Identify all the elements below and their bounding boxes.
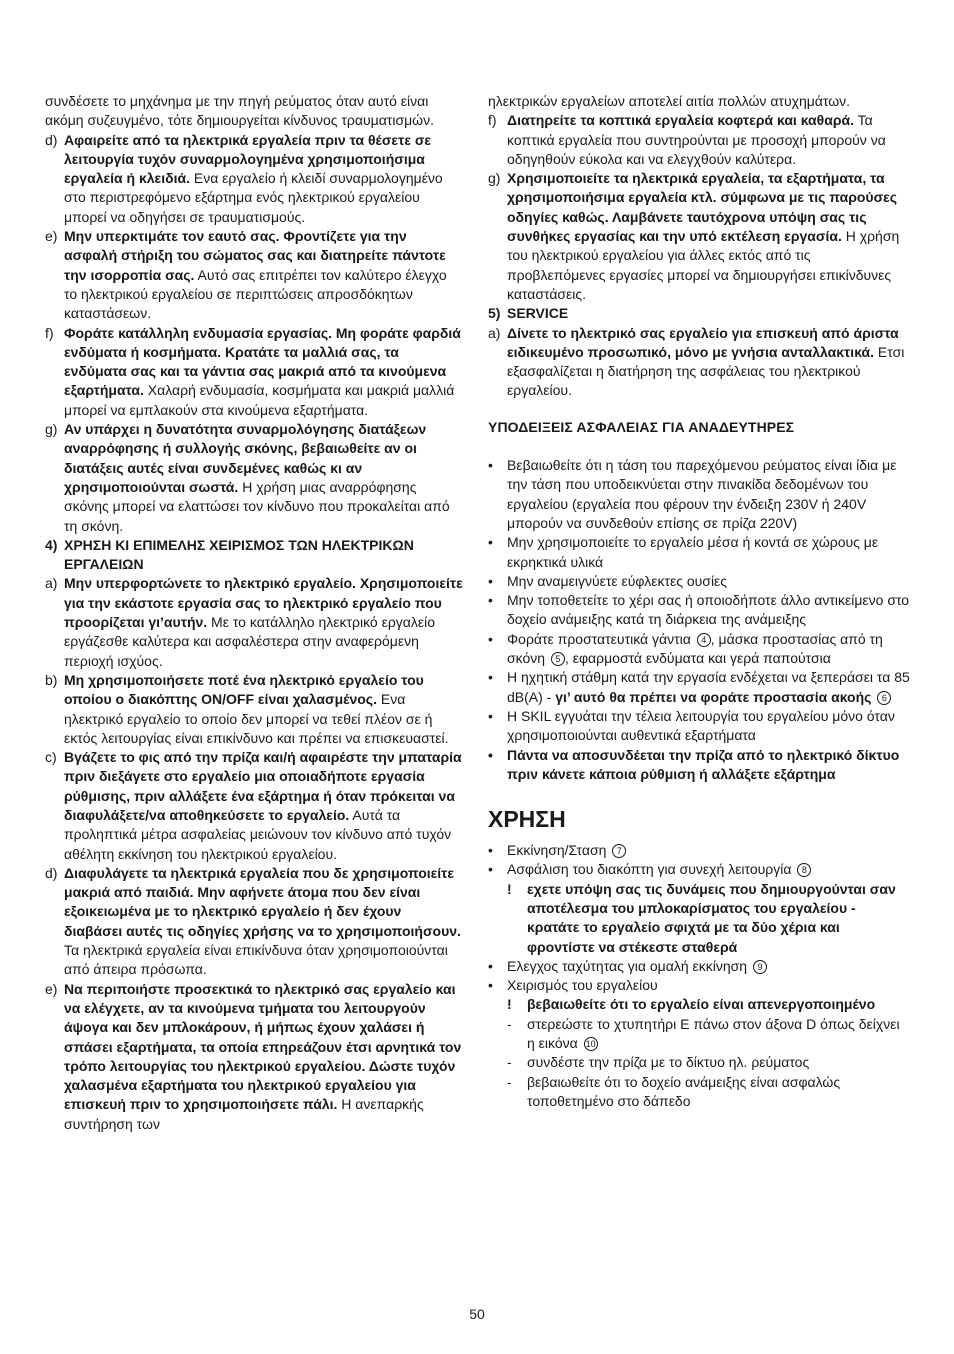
list-text [64,864,463,980]
list-text [64,748,463,864]
text-segment: Αν υπάρχει η δυνατότητα συναρμολόγησης διατάξεων αναρρόφησης ή συλλογής σκόνης, βεβαιωθείτε αν οι διατάξεις αυτές είναι συνδεμένες καθώς κι αν χρησιμοποιούνται σωστά. [64,421,427,495]
text-segment: Βγάζετε το φις από την πρίζα και/ή αφαιρέστε την μπαταρία πριν διεξάγετε στο εργαλείο μια οποιαδήποτε εργασία ρύθμισης, πριν αλλάξετε ένα εξάρτημα ή όταν πρόκειται να διαφυλάξετε/να αποθηκεύσετε το εργαλείο. [64,749,462,823]
text-segment: Μη χρησιμοποιήσετε ποτέ ένα ηλεκτρικό εργαλείο του οποίου ο διακόπτης ON/OFF είναι χαλασμένος. [64,671,424,708]
callout-number-4: 4 [697,633,711,647]
text-segment: συνδέσετε το μηχάνημα με την πηγή ρεύματος όταν αυτό είναι ακόμη συζευγμένο, τότε δημιουργείται κίνδυνος τραυματισμών. [45,93,434,129]
list-item [488,111,910,169]
left-column [45,92,463,1134]
list-marker: c) [45,749,57,766]
list-marker: b) [45,671,58,688]
list-marker: • [488,534,493,551]
list-item [488,668,910,707]
list-marker: • [488,977,493,994]
list-item [488,630,910,669]
list-text [507,957,910,976]
text-segment: Η ηχητική στάθμη κατά την εργασία ενδέχεται να ξεπεράσει τα 85 dB(A) - [507,669,910,705]
list-text [507,533,910,572]
list-marker: g) [488,170,501,187]
section-header-item [488,304,910,323]
list-item [488,860,910,879]
list-item [488,976,910,995]
list-item [488,746,910,785]
list-item [45,131,463,227]
list-marker: 4) [45,536,58,553]
text-segment: ΧΡΗΣΗ [488,806,566,833]
sub-list-item [488,880,910,957]
text-segment: ΥΠΟΔΕΙΞΕΙΣ ΑΣΦΑΛΕΙΑΣ ΓΙΑ ΑΝΑΔΕΥΤΗΡΕΣ [488,418,795,435]
list-marker: g) [45,421,58,438]
list-text [64,980,463,1134]
list-text [507,841,910,860]
callout-number-7: 7 [612,844,626,858]
sub-list-item [488,995,910,1014]
list-text [507,630,910,669]
text-segment: Η ανεπαρκής συντήρηση των [64,1096,424,1132]
list-marker: ! [507,996,512,1013]
text-segment: Με το κατάλληλο ηλεκτρικό εργαλείο εργάζεσθε καλύτερα και ασφαλέστερα στην αναφερόμενη περιοχή ισχύος. [64,614,436,669]
text-segment: Εκκίνηση/Σταση [507,842,611,859]
list-item [45,864,463,980]
list-text [507,304,910,323]
list-marker: a) [45,575,58,592]
text-segment: Τα κοπτικά εργαλεία που συντηρούνται με προσοχή μπορούν να οδηγηθούν εύκολα και να ελεγχθούν καλύτερα. [507,112,886,167]
text-segment: Ετσι εξασφαλίζεται η διατήρηση της ασφάλειας του ηλεκτρικού εργαλείου. [507,343,905,399]
list-item [45,980,463,1134]
list-item [488,572,910,591]
list-text [64,671,463,748]
list-item [45,227,463,323]
text-segment: Αφαιρείτε από τα ηλεκτρικά εργαλεία πριν τα θέσετε σε λειτουργία τυχόν συναρμολογημένα χρησιμοποιήσιμα εργαλεία ή κλειδιά. [64,131,432,187]
list-text [507,668,910,707]
text-segment: Ενα εργαλείο ή κλειδί συναρμολογημένο στο περιστρεφόμενο εξάρτημα ενός ηλεκτρικού εργαλείου μπορεί να οδηγήσει σε τραυματισμούς. [64,170,443,225]
sub-list-item [488,1015,910,1054]
section-heading [488,805,910,833]
list-item [488,169,910,304]
list-marker: f) [45,324,54,341]
text-segment: Αυτό σας επιτρέπει τον καλύτερο έλεγχο το ηλεκτρικού εργαλείου σε περιπτώσεις απροσδόκητων καταστάσεων. [64,266,447,322]
text-segment: Χαλαρή ενδυμασία, κοσμήματα και μακριά μαλλιά μπορεί να εμπλακούν στα κινούμενα εξαρτήματα. [64,382,455,418]
sub-list-item [488,1073,910,1112]
paragraph [45,92,463,131]
list-item [488,591,910,630]
list-text [507,746,910,785]
list-marker: 5) [488,305,501,322]
text-segment: Τα ηλεκτρικά εργαλεία είναι επικίνδυνα όταν χρησιμοποιούνται από άπειρα πρόσωπα. [64,942,448,978]
text-segment: Μην χρησιμοποιείτε το εργαλείο μέσα ή κοντά σε χώρους με εκρηκτικά υλικά [507,534,879,570]
list-marker: • [488,592,493,609]
text-segment: , εφαρμοστά ενδύματα και γερά παπούτσια [564,650,831,667]
text-segment: Η χρήση του ηλεκτρικού εργαλείου για άλλες εκτός από τις προβλεπόμενες εργασίες μπορεί να δημιουργήσει επικίνδυνες καταστάσεις. [507,228,900,302]
list-item [45,671,463,748]
text-segment: Αυτά τα προληπτικά μέτρα ασφαλείας μειώνουν τον κίνδυνο από τυχόν αθέλητη εκκίνηση του ηλεκτρικού εργαλείου. [64,806,452,862]
list-item [488,707,910,746]
page-number: 50 [469,1306,485,1322]
text-segment: συνδέστε την πρίζα με το δίκτυο ηλ. ρεύματος [527,1054,810,1071]
list-marker: • [488,669,493,686]
text-segment: Η χρήση μιας αναρρόφησης σκόνης μπορεί να ελαττώσει τον κίνδυνο που προκαλείται από τη σκόνη. [64,478,450,534]
list-text [527,1073,910,1112]
list-item [45,324,463,420]
list-marker: ! [507,880,512,897]
list-marker: - [507,1073,512,1090]
list-marker: a) [488,324,501,341]
list-text [527,995,910,1014]
list-text [507,456,910,533]
text-segment: Διαφυλάγετε τα ηλεκτρικά εργαλεία που δε χρησιμοποιείτε μακριά από παιδιά. Μην αφήνετε άτομα που δεν είναι εξοικειωμένα με το ηλεκτρικό εργαλείο ή δεν έχουν διαβάσει αυτές τις οδηγίες χρήσης να το χρησιμοποιήσουν. [64,864,461,939]
list-marker: - [507,1054,512,1071]
list-text [64,574,463,670]
list-marker: e) [45,980,58,997]
right-column [488,92,910,1111]
list-item [45,748,463,864]
text-segment [871,689,875,705]
list-marker: • [488,842,493,859]
text-segment: Φοράτε κατάλληλη ενδυμασία εργασίας. Μη φοράτε φαρδιά ενδύματα ή κοσμήματα. Κρατάτε τα μαλλιά σας, τα ενδύματα σας και τα γάντια σας μακριά από τα κινούμενα εξαρτήματα. [64,324,461,399]
list-marker: d) [45,131,58,148]
text-segment: Φοράτε προστατευτικά γάντια [507,630,695,647]
text-segment: βεβαιωθείτε ότι το εργαλείο είναι απενεργοποιημένο [527,996,876,1013]
list-marker: e) [45,228,58,245]
text-segment: Διατηρείτε τα κοπτικά εργαλεία κοφτερά και καθαρά. [507,112,854,129]
list-marker: • [488,861,493,878]
text-segment: ηλεκτρικών εργαλείων αποτελεί αιτία πολλών ατυχημάτων. [488,93,851,109]
list-item [488,841,910,860]
callout-number-5: 5 [551,652,565,666]
list-marker: • [488,630,493,647]
callout-number-9: 9 [753,960,767,974]
list-text [507,324,910,401]
text-segment: Η SKIL εγγυάται την τέλεια λειτουργία του εργαλείου μόνο όταν χρησιμοποιούνται αυθεντικά εξαρτήματα [507,707,895,744]
sub-list-item [488,1053,910,1072]
text-segment: Μην τοποθετείτε το χέρι σας ή οποιοδήποτε άλλο αντικείμενο στο δοχείο ανάμειξης κατά τη διάρκεια της ανάμειξης [507,592,910,628]
list-text [64,227,463,323]
list-text [507,111,910,169]
text-segment: Μην υπερκτιμάτε τον εαυτό σας. Φροντίζετε για την ασφαλή στήριξη του σώματος σας και διατηρείτε πάντοτε την ισορροπία σας. [64,228,446,283]
subsection-heading [488,418,910,437]
text-segment: Μην αναμειγνύετε εύφλεκτες ουσίες [507,572,728,589]
section-header-item [45,536,463,575]
text-segment: , μάσκα προστασίας από τη σκόνη [507,630,883,667]
list-item [488,957,910,976]
text-segment: ΧΡΗΣΗ ΚΙ ΕΠΙΜΕΛΗΣ ΧΕΙΡΙΣΜΟΣ ΤΩΝ ΗΛΕΚΤΡΙΚΩΝ ΕΡΓΑΛΕΙΩΝ [64,536,414,573]
text-segment: Πάντα να αποσυνδέεται την πρίζα από το ηλεκτρικό δίκτυο πριν κάνετε κάποια ρύθμιση ή αλλάξετε εξάρτημα [507,746,900,782]
list-marker: - [507,1015,512,1032]
text-segment: Να περιποιήστε προσεκτικά το ηλεκτρικό σας εργαλείο και να ελέγχετε, αν τα κινούμενα τμήματα του λειτουργούν άψογα και δεν μπλοκάρουν, ή μήπως έχουν χαλάσει ή σπάσει εξαρτήματα, τα οποία επηρεάζουν έτσι αρνητικά τον τρόπο λειτουργίας του ηλεκτρικού εργαλείου. Δώστε τυχόν χαλασμένα εξαρτήματα του ηλεκτρικού εργαλείου για επισκευή πριν το χρησιμοποιήσετε πάλι. [64,980,462,1113]
list-item [488,324,910,401]
callout-number-6: 6 [877,691,891,705]
list-text [527,880,910,957]
list-text [507,976,910,995]
text-segment: Χειρισμός του εργαλείου [507,977,658,994]
text-segment: γι’ αυτό θα πρέπει να φοράτε προστασία ακοής [555,688,872,705]
list-marker: • [488,457,493,474]
list-text [527,1053,910,1072]
list-text [64,131,463,227]
list-marker: • [488,746,493,763]
list-item [488,456,910,533]
text-segment: στερεώστε το χτυπητήρι E πάνω στον άξονα D όπως δείχνει η εικόνα [527,1015,900,1052]
list-text [507,572,910,591]
list-item [488,533,910,572]
list-item [45,420,463,536]
text-segment: εχετε υπόψη σας τις δυνάμεις που δημιουργούνται σαν αποτέλεσμα του μπλοκαρίσματος του εργαλείου - κρατάτε το εργαλείο σφιχτά με τα δύο χέρια και φροντίστε να στέκεστε σταθερά [527,880,896,955]
list-marker: • [488,707,493,724]
list-marker: • [488,572,493,589]
text-segment: Ελεγχος ταχύτητας για ομαλή εκκίνηση [507,957,751,974]
list-text [507,169,910,304]
text-segment: Μην υπερφορτώνετε το ηλεκτρικό εργαλείο. Χρησιμοποιείτε για την εκάστοτε εργασία σας το ηλεκτρικό εργαλείο που προορίζεται γι’αυτήν. [64,575,463,631]
text-segment: SERVICE [507,305,569,322]
text-segment: βεβαιωθείτε ότι το δοχείο ανάμειξης είναι ασφαλώς τοποθετημένο στο δάπεδο [527,1073,841,1109]
text-segment: Χρησιμοποιείτε τα ηλεκτρικά εργαλεία, τα εξαρτήματα, τα χρησιμοποιήσιμα εργαλεία κτλ. σύμφωνα με τις παρούσες οδηγίες καθώς. Λαμβάνετε ταυτόχρονα υπόψη σας τις συνθήκες εργασίας και την υπό εκτέλεση εργασία. [507,170,898,245]
list-marker: d) [45,864,58,881]
callout-number-10: 10 [585,1039,596,1050]
list-text [507,860,910,879]
list-text [64,420,463,536]
text-segment: Βεβαιωθείτε ότι η τάση του παρεχόμενου ρεύματος είναι ίδια με την τάση που υποδεικνύεται στην πινακίδα δεδομένων του εργαλείου (εργαλεία που φέρουν την ένδειξη 230V ή 240V μπορούν να συνδεθούν επίσης σε πρίζα 220V) [507,457,897,531]
text-segment: Δίνετε το ηλεκτρικό σας εργαλείο για επισκευή από άριστα ειδικευμένο προσωπικό, μόνο με γνήσια ανταλλακτικά. [507,324,899,360]
list-text [64,324,463,420]
callout-number-8: 8 [797,863,811,877]
list-item [45,574,463,670]
paragraph [488,92,910,111]
text-segment: Ενα ηλεκτρικό εργαλείο το οποίο δεν μπορεί να τεθεί πλέον σε ή εκτός λειτουργίας είναι επικίνδυνο και πρέπει να επισκευαστεί. [64,691,449,746]
list-marker: • [488,957,493,974]
list-marker: f) [488,112,497,129]
list-text [507,591,910,630]
list-text [507,707,910,746]
list-text [527,1015,910,1054]
text-segment: Ασφάλιση του διακόπτη για συνεχή λειτουργία [507,861,796,878]
list-text [64,536,463,575]
